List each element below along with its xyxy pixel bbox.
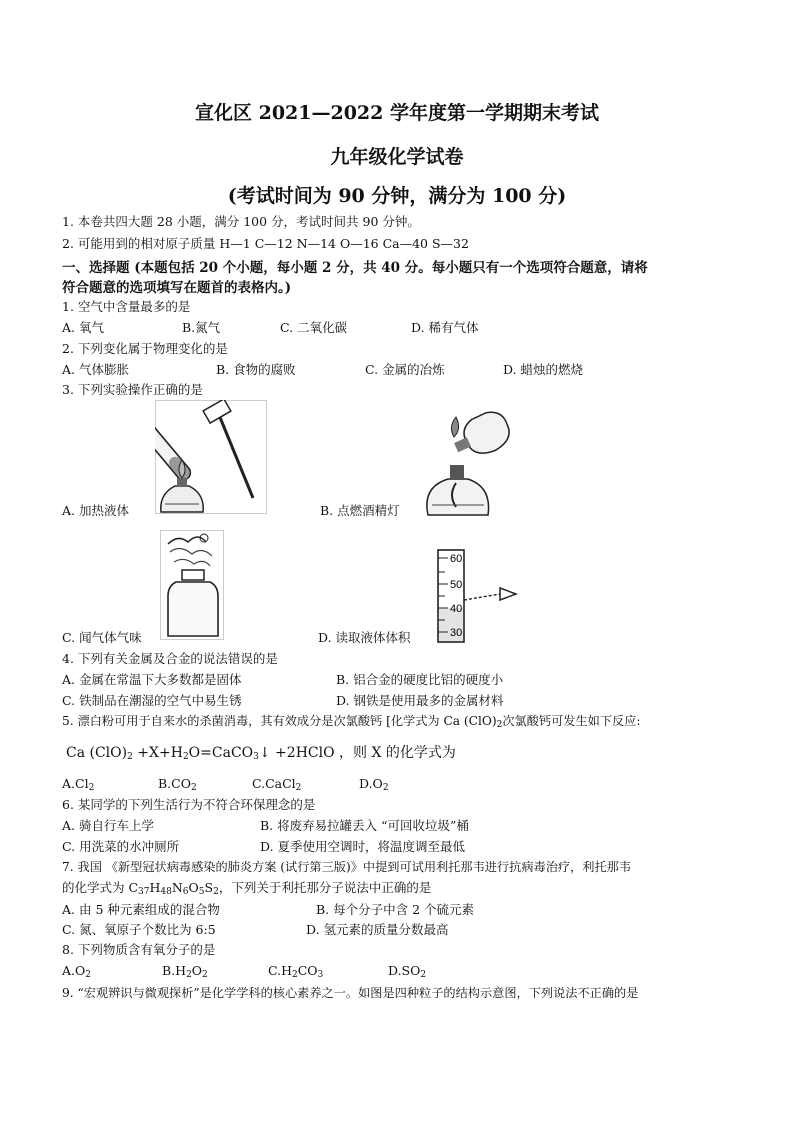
q8-option-c: $C.H_2CO_3$ [268, 963, 324, 980]
q1-stem: 1. 空气中含量最多的是 [62, 299, 191, 314]
q3-option-b: B. 点燃酒精灯 [320, 503, 400, 518]
q7-option-a: A. 由 5 种元素组成的混合物 [62, 902, 220, 917]
eye-icon [500, 588, 516, 600]
q2-option-d: D. 蜡烛的燃烧 [503, 362, 584, 377]
section-heading-line1: 一、选择题 (本题包括 20 个小题，每小题 2 分，共 40 分。每小题只有一个选项符合题意，请将 [62, 260, 648, 276]
q2-stem: 2. 下列变化属于物理变化的是 [62, 341, 228, 356]
cylinder-tick-30: 30 [450, 627, 463, 639]
q7-option-c: C. 氮、氧原子个数比为 6:5 [62, 922, 216, 937]
q6-option-a: A. 骑自行车上学 [62, 818, 154, 833]
q7-stem-line2: 的化学式为 $C_{37}H_{48}N_6O_5S_2$，下列关于利托那分子说法中正确的是 [62, 880, 432, 897]
q7-stem-line1: 7. 我国 《新型冠状病毒感染的肺炎方案 (试行第三版)》中提到可试用利托那韦进行抗病毒治疗，利托那韦 [62, 860, 632, 874]
q3-option-a: A. 加热液体 [62, 503, 129, 518]
q2-option-b: B. 食物的腐败 [216, 362, 296, 377]
q2-option-a: A. 气体膨胀 [62, 362, 129, 377]
q5-option-c: C.CaCl$_2$ [252, 776, 302, 793]
q5-stem-end: 次氯酸钙可发生如下反应: [502, 714, 641, 728]
q5-stem: 5. 漂白粉可用于自来水的杀菌消毒，其有效成分是次氯酸钙 [化学式为 Ca $(ClO)_2$次氯酸钙可发生如下反应: [62, 714, 641, 730]
q5-eq-o: O=CaCO [188, 745, 254, 761]
q8-stem: 8. 下列物质含有氧分子的是 [62, 942, 216, 957]
q3-option-c: C. 闻气体气味 [62, 630, 142, 645]
q5-option-d: $D.O_2$ [359, 776, 389, 793]
q1-option-a: A. 氧气 [62, 320, 104, 335]
lighting-alcohol-lamp-figure [418, 405, 522, 517]
q8-option-a: $A.O_2$ [62, 963, 91, 980]
q5-stem-start: 5. 漂白粉可用于自来水的杀菌消毒，其有效成分是次氯酸钙 [化学式为 Ca (ClO) [62, 714, 497, 728]
q5-equation: Ca $(ClO)_2$ $+X+H_2O=CaCO_3↓$ +2HClO ，则 X 的化学式为 [66, 745, 456, 762]
note-2: 2. 可能用到的相对原子质量 H—1 C—12 N—14 O—16 Ca—40 S—32 [62, 236, 469, 251]
q3-stem: 3. 下列实验操作正确的是 [62, 382, 203, 397]
q3-option-d: D. 读取液体体积 [318, 630, 411, 645]
q7-option-d: D. 氢元素的质量分数最高 [306, 922, 449, 937]
cylinder-tick-50: 50 [450, 579, 463, 591]
smelling-gas-figure [160, 530, 224, 640]
cylinder-tick-40: 40 [450, 603, 463, 615]
q4-stem: 4. 下列有关金属及合金的说法错误的是 [62, 651, 278, 666]
q6-option-b: B. 将废弃易拉罐丢入 “可回收垃圾”桶 [260, 818, 469, 833]
heating-liquid-figure [155, 400, 267, 514]
cylinder-tick-60: 60 [450, 553, 463, 565]
q7-option-b: B. 每个分子中含 2 个硫元素 [316, 902, 475, 917]
exam-title: 宣化区 2021—2022 学年度第一学期期末考试 [195, 102, 599, 124]
exam-time-note: (考试时间为 90 分钟，满分为 100 分) [227, 185, 567, 207]
q9-stem: 9. “宏观辨识与微观探析”是化学学科的核心素养之一。如图是四种粒子的结构示意图，下列说法不正确的是 [62, 986, 639, 1000]
q6-stem: 6. 某同学的下列生活行为不符合环保理念的是 [62, 797, 316, 812]
q5-eq-end: ↓ +2HClO ，则 X 的化学式为 [258, 745, 456, 761]
paper-subtitle: 九年级化学试卷 [330, 146, 464, 168]
q1-option-b: B.氮气 [182, 320, 221, 335]
q8-option-b: $B.H_2O_2$ [162, 963, 208, 980]
q5-eq-ca: Ca (ClO) [66, 745, 128, 761]
q4-option-d: D. 钢铁是使用最多的金属材料 [336, 693, 504, 708]
q4-option-b: B. 铝合金的硬度比铝的硬度小 [336, 672, 504, 687]
q8-option-d: $D.SO_2$ [388, 963, 427, 980]
note-1: 1. 本卷共四大题 28 小题，满分 100 分，考试时间共 90 分钟。 [62, 214, 420, 229]
q5-option-b: $B.CO_2$ [158, 776, 197, 793]
q5-option-a: $A.Cl_2$ [62, 776, 95, 793]
q5-eq-mid: +X+H [132, 745, 183, 761]
q6-option-c: C. 用洗菜的水冲厕所 [62, 839, 180, 854]
q4-option-c: C. 铁制品在潮湿的空气中易生锈 [62, 693, 242, 708]
section-heading-line2: 符合题意的选项填写在题首的表格内。) [62, 280, 292, 296]
q6-option-d: D. 夏季使用空调时，将温度调至最低 [260, 839, 466, 854]
q4-option-a: A. 金属在常温下大多数都是固体 [62, 672, 242, 687]
q1-option-d: D. 稀有气体 [411, 320, 479, 335]
graduated-cylinder-figure [430, 548, 526, 644]
q1-option-c: C. 二氧化碳 [280, 320, 348, 335]
q2-option-c: C. 金属的冶炼 [365, 362, 445, 377]
